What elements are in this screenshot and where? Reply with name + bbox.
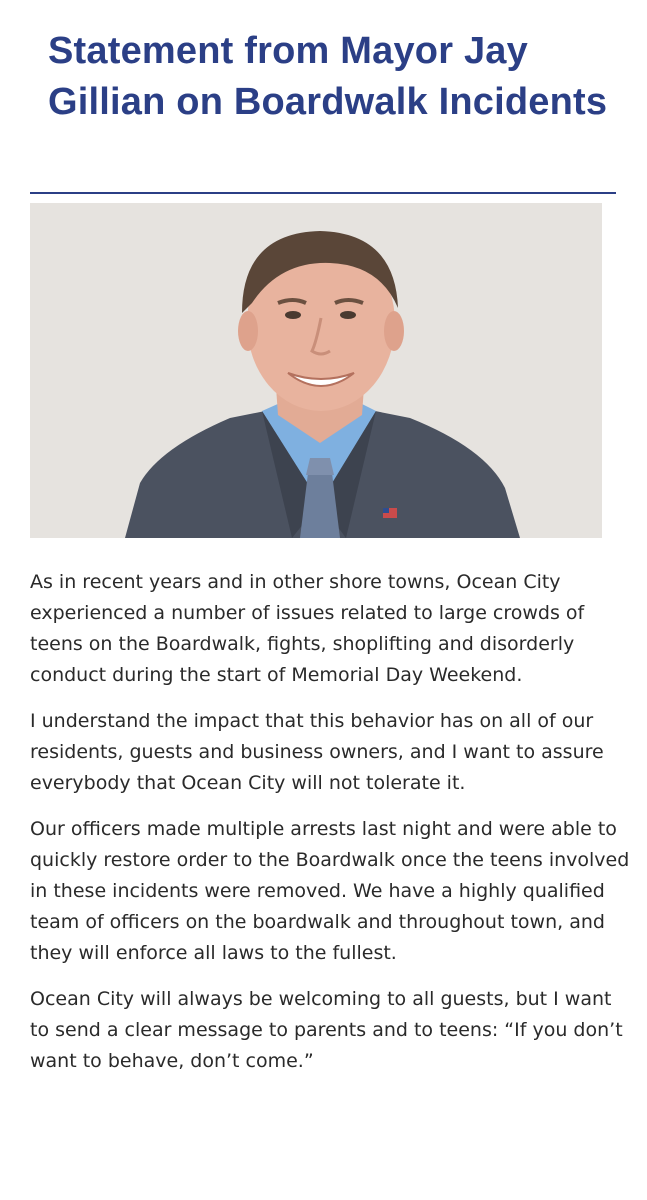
article-body — [30, 567, 630, 1092]
paragraph-2: I understand the impact that this behavior has on all of our residents, guests and business owners, and I want to assure everybody that Ocean City will not tolerate it. — [30, 710, 604, 794]
paragraph-3: Our officers made multiple arrests last night and were able to quickly restore order to the Boardwalk once the teens involved in these incidents were removed. We have a highly qualified team of officers on the boardwalk and throughout town, and they will enforce all laws to the fullest. — [30, 818, 630, 964]
article — [30, 0, 630, 1072]
mayor-photo — [30, 203, 602, 538]
paragraph-1: As in recent years and in other shore towns, Ocean City experienced a number of issues related to large crowds of teens on the Boardwalk, fights, shoplifting and disorderly conduct during the start of Memorial Day Weekend. — [30, 571, 585, 686]
page-title: Statement from Mayor Jay Gillian on Boardwalk Incidents — [48, 30, 608, 123]
paragraph-4: Ocean City will always be welcoming to all guests, but I want to send a clear message to parents and to teens: “If you don’t want to behave, don’t come.” — [30, 988, 623, 1072]
title-divider — [30, 192, 616, 194]
